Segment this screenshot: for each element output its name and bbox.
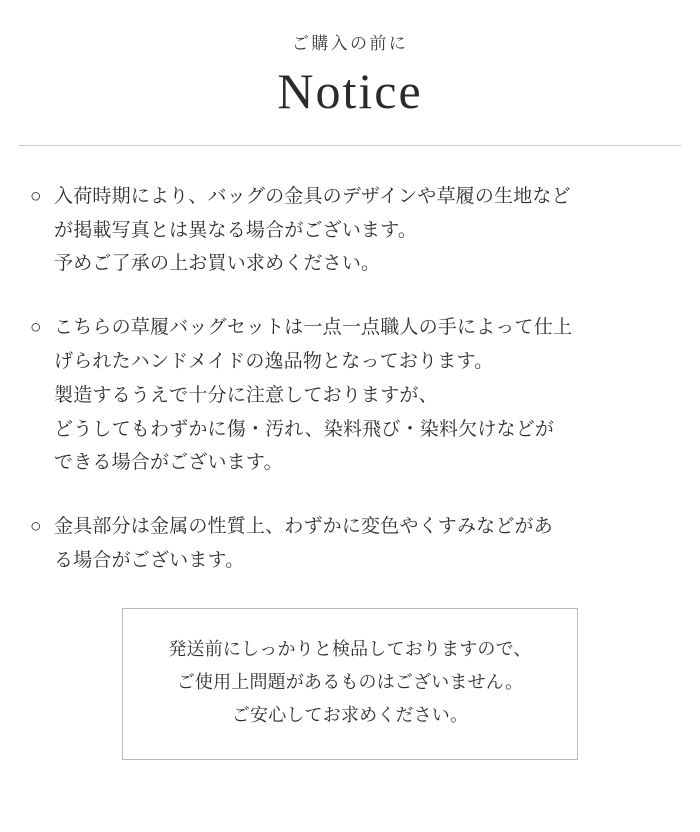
note-line: が掲載写真とは異なる場合がございます。	[54, 219, 418, 241]
note-text	[54, 510, 670, 578]
note-line: 入荷時期により、バッグの金具のデザインや草履の生地など	[54, 185, 571, 207]
note-line: できる場合がございます。	[54, 452, 283, 474]
footer-line: ご安心してお求めください。	[231, 705, 469, 726]
bullet-circle-icon: ○	[30, 185, 42, 207]
note-line: 予めご了承の上お買い求めください。	[54, 253, 381, 275]
footer-box-wrapper	[0, 608, 700, 760]
note-line: こちらの草履バッグセットは一点一点職人の手によって仕上	[54, 317, 573, 339]
note-item	[30, 510, 670, 578]
note-line: る場合がございます。	[54, 550, 245, 571]
footer-line: 発送前にしっかりと検品しておりますので、	[168, 638, 532, 659]
bullet-circle-icon: ○	[30, 516, 42, 538]
footer-line: ご使用上問題があるものはございません。	[176, 672, 524, 693]
notes-list	[30, 146, 670, 578]
note-line: 製造するうえで十分に注意しておりますが、	[54, 384, 438, 406]
page-header	[0, 0, 700, 121]
note-line: げられたハンドメイドの逸品物となっております。	[54, 350, 494, 372]
note-text	[54, 180, 670, 281]
page-title: Notice	[277, 63, 423, 120]
page-subtitle: ご購入の前に	[291, 34, 409, 53]
note-item	[30, 311, 670, 480]
note-item	[30, 180, 670, 281]
note-line: どうしてもわずかに傷・汚れ、染料飛び・染料欠けなどが	[54, 418, 555, 440]
inspection-notice-box	[122, 608, 578, 760]
note-text	[54, 311, 670, 480]
note-line: 金具部分は金属の性質上、わずかに変色やくすみなどがあ	[54, 516, 553, 538]
bullet-circle-icon: ○	[30, 317, 42, 339]
